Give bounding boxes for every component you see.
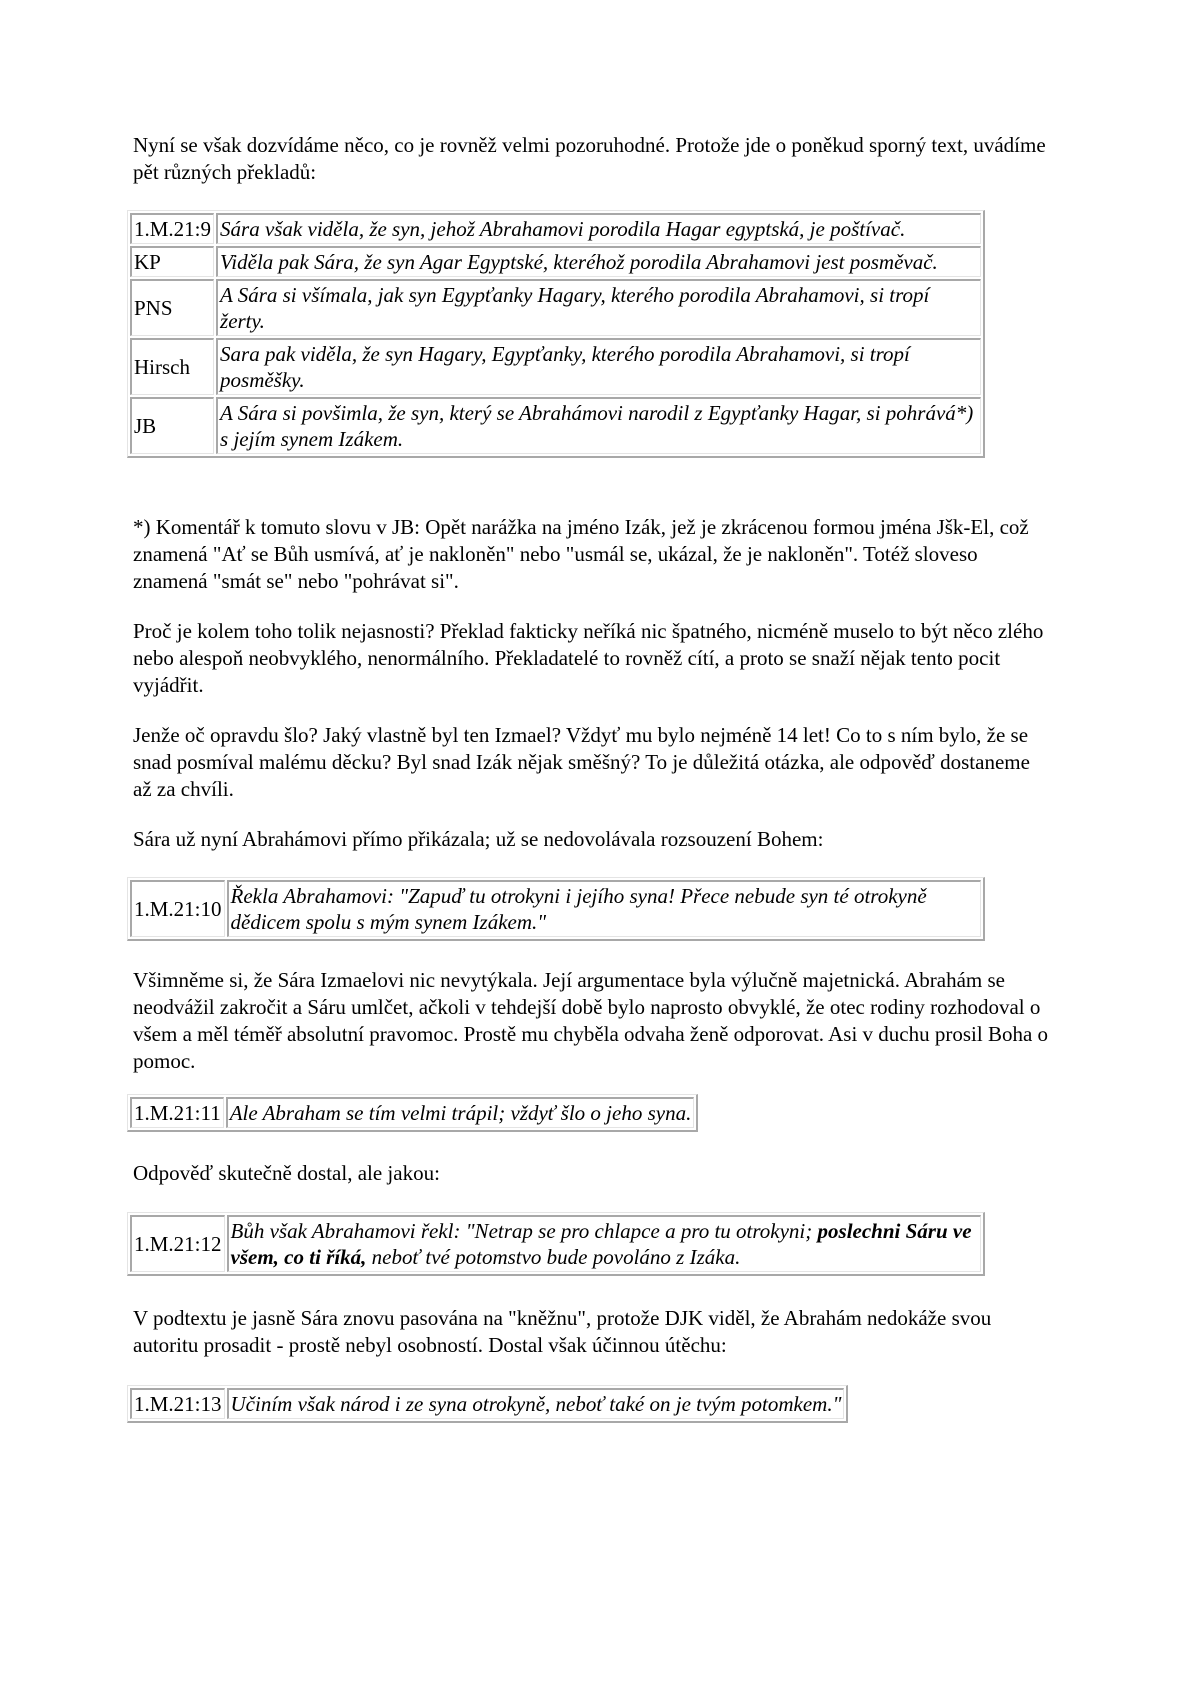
verse-table-21-11 [127, 1094, 698, 1132]
translation-source: KP [130, 246, 214, 277]
translation-text: Viděla pak Sára, že syn Agar Egyptské, kteréhož porodila Abrahamovi jest posměvač. [216, 246, 981, 277]
intro-paragraph: Nyní se však dozvídáme něco, co je rovněž velmi pozoruhodné. Protože jde o poněkud sporný text, uvádíme pět různých překladů: [133, 133, 1046, 184]
verse-table-21-10 [127, 877, 985, 941]
translation-text: Sara pak viděla, že syn Hagary, Egypťanky, kterého porodila Abrahamovi, si tropí posměšky. [216, 338, 981, 395]
table-row [130, 1097, 694, 1128]
table-row [130, 338, 981, 395]
verse-ref: 1.M.21:10 [130, 880, 225, 937]
translation-text: A Sára si všímala, jak syn Egypťanky Hagary, kterého porodila Abrahamovi, si tropí žerty. [216, 279, 981, 336]
table-row [130, 279, 981, 336]
table-row [130, 1388, 844, 1419]
table-row [130, 213, 981, 244]
verse-ref: 1.M.21:9 [130, 213, 214, 244]
subtext-paragraph: V podtextu je jasně Sára znovu pasována na "kněžnu", protože DJK viděl, že Abrahám nedokáže svou autoritu prosadit - prostě nebyl osobností. Dostal však účinnou útěchu: [133, 1306, 992, 1357]
answer-paragraph: Odpověď skutečně dostal, ale jakou: [133, 1161, 440, 1185]
verse-ref: 1.M.21:13 [130, 1388, 225, 1419]
table-row [130, 880, 981, 937]
verse-text-after: neboť tvé potomstvo bude povoláno z Izáka. [366, 1245, 741, 1269]
translation-text: A Sára si povšimla, že syn, který se Abrahámovi narodil z Egypťanky Hagar, si pohrává*) s jejím synem Izákem. [216, 397, 981, 454]
verse-table-21-12 [127, 1212, 985, 1276]
verse-text: Řekla Abrahamovi: "Zapuď tu otrokyni i jejího syna! Přece nebude syn té otrokyně dědicem spolu s mým synem Izákem." [227, 880, 981, 937]
verse-text-before: Bůh však Abrahamovi řekl: "Netrap se pro chlapce a pro tu otrokyni; [230, 1219, 818, 1243]
translations-table [127, 210, 985, 458]
table-row [130, 1215, 981, 1272]
translation-source: Hirsch [130, 338, 214, 395]
why-paragraph: Proč je kolem toho tolik nejasnosti? Překlad fakticky neříká nic špatného, nicméně muselo to být něco zlého nebo alespoň neobvyklého, nenormálního. Překladatelé to rovněž cítí, a proto se snaží nějak tento pocit vyjádřit. [133, 619, 1044, 697]
verse-text: Sára však viděla, že syn, jehož Abrahamovi porodila Hagar egyptská, je poštívač. [216, 213, 981, 244]
verse-text-emphasis: poslechni Sáru ve všem, co ti říká, [230, 1219, 972, 1269]
notice-paragraph: Všimněme si, že Sára Izmaelovi nic nevytýkala. Její argumentace byla výlučně majetnická. Abrahám se neodvážil zakročit a Sáru umlčet, ačkoli v tehdejší době bylo naprosto obvyklé, že otec rodiny rozhodoval o všem a měl téměř absolutní pravomoc. Prostě mu chyběla odvaha ženě odporovat. Asi v duchu prosil Boha o pomoc. [133, 968, 1049, 1073]
question-paragraph: Jenže oč opravdu šlo? Jaký vlastně byl ten Izmael? Vždyť mu bylo nejméně 14 let! Co to s ním bylo, že se snad posmíval malému děcku? Byl snad Izák nějak směšný? To je důležitá otázka, ale odpověď dostaneme až za chvíli. [133, 723, 1030, 801]
table-row [130, 246, 981, 277]
verse-text: Učiním však národ i ze syna otrokyně, neboť také on je tvým potomkem." [227, 1388, 845, 1419]
verse-text: Ale Abraham se tím velmi trápil; vždyť šlo o jeho syna. [226, 1097, 695, 1128]
verse-table-21-13 [127, 1385, 848, 1423]
translation-source: JB [130, 397, 214, 454]
table-row [130, 397, 981, 454]
footnote-paragraph: *) Komentář k tomuto slovu v JB: Opět narážka na jméno Izák, jež je zkrácenou formou jména Jšk-El, což znamená "Ať se Bůh usmívá, ať je nakloněn" nebo "usmál se, ukázal, že je nakloněn". Totéž sloveso znamená "smát se" nebo "pohrávat si". [133, 515, 1029, 593]
command-paragraph: Sára už nyní Abrahámovi přímo přikázala; už se nedovolávala rozsouzení Bohem: [133, 827, 824, 851]
verse-text [227, 1215, 981, 1272]
translation-source: PNS [130, 279, 214, 336]
verse-ref: 1.M.21:11 [130, 1097, 224, 1128]
verse-ref: 1.M.21:12 [130, 1215, 225, 1272]
